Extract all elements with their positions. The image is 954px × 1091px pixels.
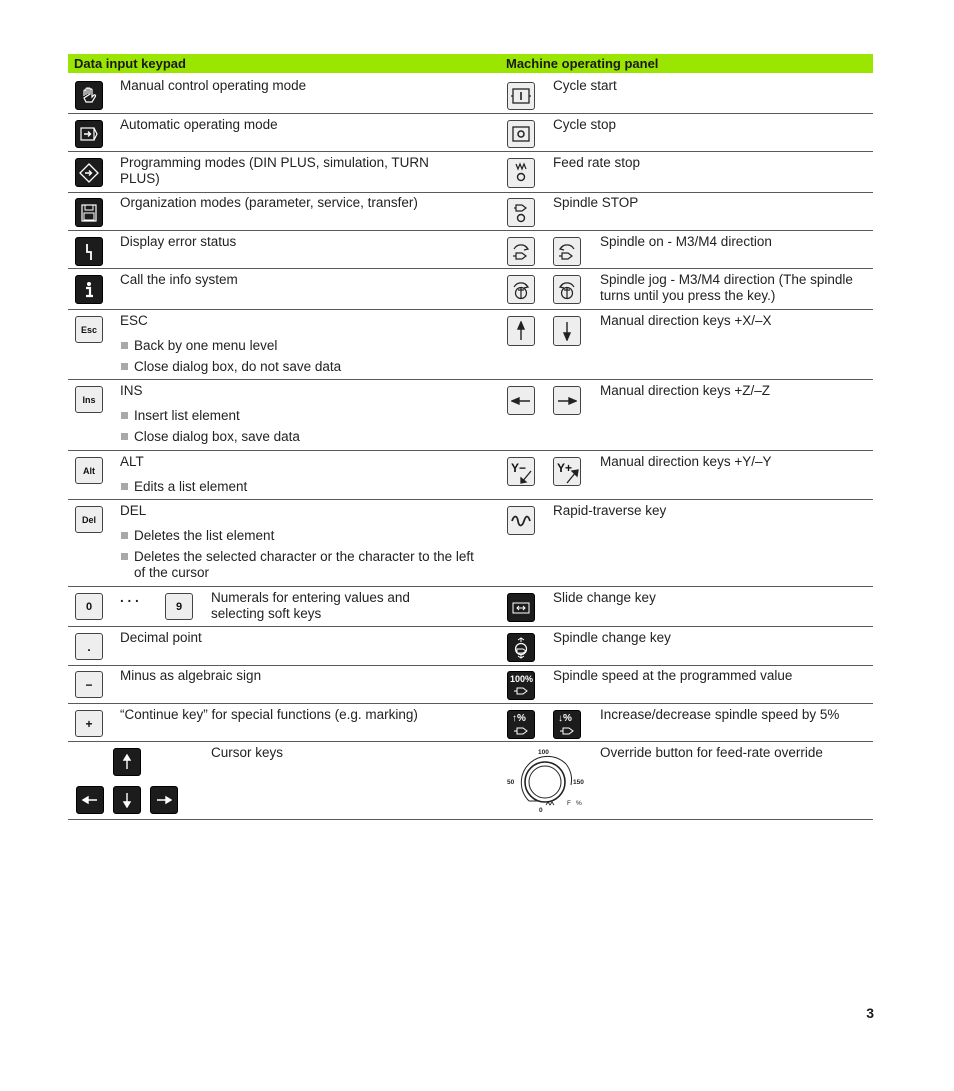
diagonal-arrow-icon: [508, 458, 536, 487]
plus-y-label: Y+: [557, 461, 573, 475]
feed-stop-icon: [514, 162, 528, 184]
arrow-down-icon: [122, 792, 132, 808]
esc-key[interactable]: [75, 316, 103, 343]
plus-x-key[interactable]: [507, 316, 535, 346]
alt-key-label: Alt: [83, 465, 95, 476]
cycle-stop-label: Cycle stop: [553, 117, 617, 132]
minus-y-key[interactable]: [507, 457, 535, 486]
spindle-stop-icon: [513, 202, 529, 224]
minus-x-key[interactable]: [553, 316, 581, 346]
slide-change-icon: [512, 601, 530, 615]
arrow-down-icon: [562, 321, 572, 341]
dial-label-100: 100: [538, 749, 549, 756]
row-divider: [68, 192, 873, 193]
numeral-9-label: 9: [175, 600, 183, 613]
numeral-9-key[interactable]: [165, 593, 193, 620]
alt-description: [120, 454, 480, 495]
programming-mode-label: Programming modes (DIN PLUS, simulation, TURN PLUS): [120, 155, 429, 186]
cycle-start-key[interactable]: [507, 82, 535, 110]
ins-key[interactable]: [75, 386, 103, 413]
cursor-up-key[interactable]: [113, 748, 141, 776]
automatic-mode-key[interactable]: [75, 120, 103, 148]
spindle-change-icon: [511, 637, 531, 659]
header-data-input-keypad: Data input keypad: [68, 54, 500, 73]
esc-title: ESC: [120, 313, 148, 328]
dial-label-150: 150: [573, 779, 584, 786]
spindle-100-text: Spindle speed at the programmed value: [553, 668, 793, 683]
cursor-left-key[interactable]: [76, 786, 104, 814]
cursor-keys-label: Cursor keys: [211, 745, 284, 760]
organization-mode-label: Organization modes (parameter, service, transfer): [120, 195, 418, 210]
rapid-traverse-key[interactable]: [507, 506, 535, 535]
row-divider: [68, 113, 873, 114]
floppy-icon: [81, 204, 97, 222]
dial-label-f: F: [567, 800, 571, 807]
spindle-jog-icon: [511, 280, 531, 300]
spindle-percent-label: Increase/decrease spindle speed by 5%: [600, 707, 840, 722]
cycle-stop-icon: [511, 125, 531, 143]
decimal-point-label: .: [87, 639, 91, 654]
diagonal-arrow-icon: [554, 458, 582, 487]
row-divider: [68, 586, 873, 587]
plus-y-key[interactable]: [553, 457, 581, 486]
numeral-ellipsis: . . .: [120, 590, 139, 605]
continue-key[interactable]: [75, 710, 103, 737]
spindle-change-key[interactable]: [507, 633, 535, 662]
row-divider: [68, 268, 873, 269]
arrow-up-icon: [122, 754, 132, 770]
continue-key-label: +: [85, 716, 93, 731]
spindle-on-reverse-icon: [557, 242, 577, 262]
x-direction-label: Manual direction keys +X/–X: [600, 313, 772, 328]
del-key-label: Del: [81, 514, 96, 525]
spindle-increase-key[interactable]: [507, 710, 535, 739]
alt-key[interactable]: [75, 457, 103, 484]
programming-mode-key[interactable]: [75, 158, 103, 187]
spindle-increase-label: ↑%: [512, 713, 526, 724]
spindle-jog-m4-key[interactable]: [553, 275, 581, 304]
row-divider: [68, 819, 873, 820]
organization-mode-key[interactable]: [75, 198, 103, 227]
arrow-right-icon: [557, 396, 577, 406]
minus-key-label: −: [85, 677, 93, 692]
spindle-on-icon: [511, 242, 531, 262]
ins-title: INS: [120, 383, 143, 398]
list-item: Deletes the list element: [120, 528, 480, 544]
minus-y-label: Y−: [511, 461, 527, 475]
continue-text: “Continue key” for special functions (e.g. marking): [120, 707, 418, 722]
spindle-change-label: Spindle change key: [553, 630, 671, 645]
feed-stop-label: Feed rate stop: [553, 155, 641, 170]
row-divider: [68, 703, 873, 704]
dial-label-50: 50: [507, 779, 515, 786]
list-item: Close dialog box, save data: [120, 429, 480, 445]
spindle-icon: [508, 711, 536, 740]
hand-icon: [81, 87, 97, 105]
row-divider: [68, 626, 873, 627]
page-number: 3: [866, 1005, 874, 1021]
spindle-jog-label: Spindle jog - M3/M4 direction (The spindle turns until you press the key.): [600, 272, 853, 303]
override-label: Override button for feed-rate override: [600, 745, 823, 760]
numeral-0-key[interactable]: [75, 593, 103, 620]
cycle-start-label: Cycle start: [553, 78, 617, 93]
header-machine-operating-panel: Machine operating panel: [500, 54, 873, 73]
ins-description: [120, 383, 480, 445]
del-key[interactable]: [75, 506, 103, 533]
error-status-key[interactable]: [75, 237, 103, 266]
rapid-traverse-label: Rapid-traverse key: [553, 503, 667, 518]
feed-stop-key[interactable]: [507, 158, 535, 188]
spindle-jog-reverse-icon: [557, 280, 577, 300]
esc-key-label: Esc: [80, 324, 97, 335]
automatic-mode-label: Automatic operating mode: [120, 117, 278, 132]
spindle-icon: [508, 672, 536, 701]
spindle-on-m4-key[interactable]: [553, 237, 581, 266]
numerals-label: Numerals for entering values and selecting soft keys: [211, 590, 410, 621]
cycle-start-icon: [511, 87, 531, 105]
spindle-stop-key[interactable]: [507, 198, 535, 227]
cursor-down-key[interactable]: [113, 786, 141, 814]
list-item: Close dialog box, do not save data: [120, 359, 480, 375]
minus-z-key[interactable]: [507, 386, 535, 415]
numeral-0-label: 0: [85, 600, 93, 613]
cursor-right-key[interactable]: [150, 786, 178, 814]
arrow-right-box-icon: [80, 127, 98, 141]
arrow-up-icon: [516, 321, 526, 341]
row-divider: [68, 230, 873, 231]
list-item: Deletes the selected character or the character to the left of the cursor: [120, 549, 480, 581]
info-key[interactable]: [75, 275, 103, 304]
row-divider: [68, 450, 873, 451]
rapid-traverse-icon: [511, 515, 531, 527]
minus-text: Minus as algebraic sign: [120, 668, 262, 683]
del-title: DEL: [120, 503, 147, 518]
lightning-icon: [83, 243, 95, 261]
esc-description: [120, 313, 480, 375]
row-divider: [68, 309, 873, 310]
z-direction-label: Manual direction keys +Z/–Z: [600, 383, 770, 398]
error-status-label: Display error status: [120, 234, 237, 249]
slide-change-key[interactable]: [507, 593, 535, 622]
row-divider: [68, 665, 873, 666]
list-item: Insert list element: [120, 408, 480, 424]
spindle-stop-label: Spindle STOP: [553, 195, 639, 210]
list-item: Back by one menu level: [120, 338, 480, 354]
dial-label-0: 0: [539, 807, 543, 814]
arrow-right-icon: [156, 795, 172, 805]
del-description: [120, 503, 480, 581]
spindle-100-key[interactable]: [507, 671, 535, 700]
plus-z-key[interactable]: [553, 386, 581, 415]
row-divider: [68, 151, 873, 152]
list-item: Edits a list element: [120, 479, 480, 495]
decimal-point-key[interactable]: [75, 633, 103, 660]
spindle-decrease-label: ↓%: [558, 713, 572, 724]
info-icon: [83, 281, 95, 299]
alt-title: ALT: [120, 454, 144, 469]
spindle-icon: [554, 711, 582, 740]
row-divider: [68, 499, 873, 500]
spindle-on-m3-key[interactable]: [507, 237, 535, 266]
manual-mode-label: Manual control operating mode: [120, 78, 307, 93]
minus-key[interactable]: [75, 671, 103, 698]
diamond-arrow-icon: [79, 163, 99, 183]
dial-label-percent: %: [576, 800, 582, 807]
spindle-on-label: Spindle on - M3/M4 direction: [600, 234, 772, 249]
spindle-jog-m3-key[interactable]: [507, 275, 535, 304]
manual-mode-key[interactable]: [75, 81, 103, 110]
row-divider: [68, 379, 873, 380]
override-dial-icon[interactable]: [502, 745, 592, 815]
ins-key-label: Ins: [82, 394, 96, 405]
decimal-point-text: Decimal point: [120, 630, 202, 645]
spindle-decrease-key[interactable]: [553, 710, 581, 739]
y-direction-label: Manual direction keys +Y/–Y: [600, 454, 772, 469]
row-divider: [68, 741, 873, 742]
arrow-left-icon: [82, 795, 98, 805]
info-label: Call the info system: [120, 272, 238, 287]
spindle-100-label: 100%: [510, 674, 534, 684]
slide-change-label: Slide change key: [553, 590, 656, 605]
arrow-left-icon: [511, 396, 531, 406]
cycle-stop-key[interactable]: [507, 120, 535, 148]
